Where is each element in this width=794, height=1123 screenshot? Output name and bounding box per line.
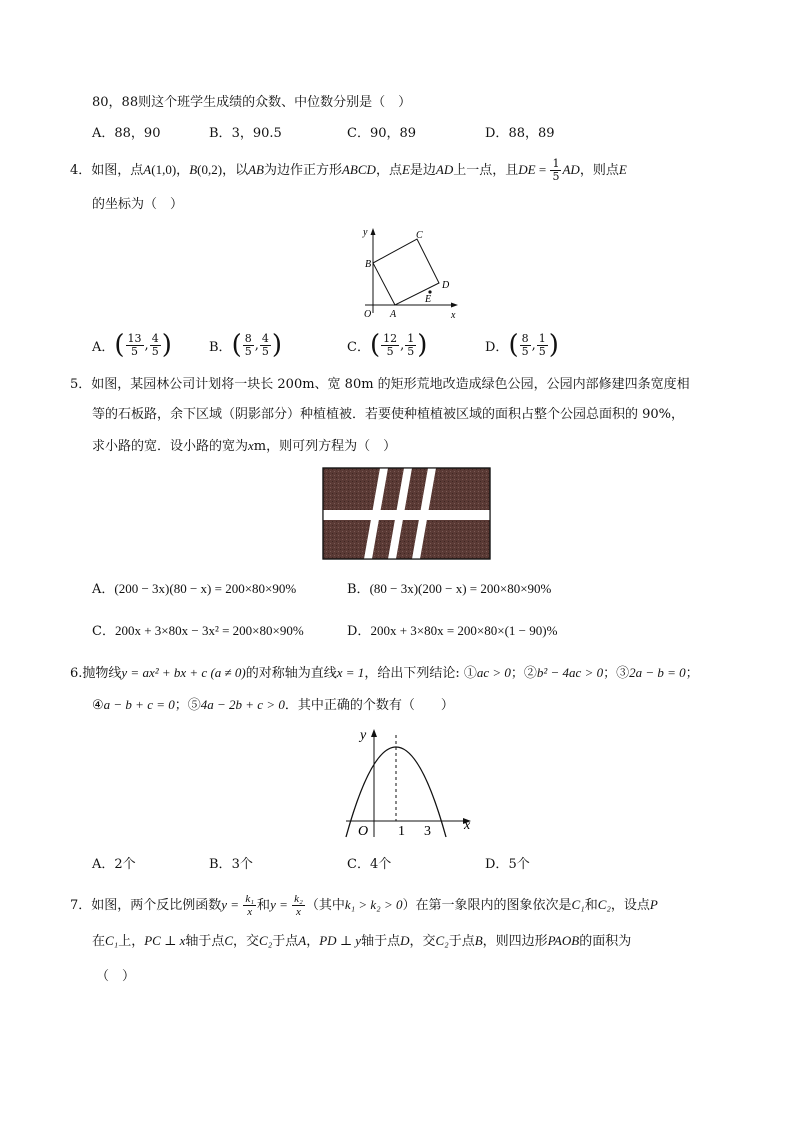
q4-option-c[interactable]: C． ( $\frac{12}{5}$ , $\frac{1}{5}$ )	[347, 330, 428, 360]
q3-option-b[interactable]: B．3，90.5	[209, 126, 282, 141]
q6-fig-tick-3: 3	[424, 824, 431, 839]
q6-option-d[interactable]: D．5个	[485, 857, 530, 872]
q5-stem-line1: 5．如图，某园林公司计划将一块长 200m、宽 80m 的矩形荒地改造成绿色公园，公园内部修建四条宽度相	[70, 377, 690, 392]
q4-fraction: $\frac{1}{5}$	[552, 157, 560, 183]
q4-fig-label-a: A	[390, 309, 397, 320]
q4-option-b[interactable]: B． ( $\frac{8}{5}$ , $\frac{4}{5}$ )	[209, 330, 283, 360]
q5-option-c[interactable]: C．200x + 3×80x − 3x² = 200×80×90%	[92, 623, 304, 639]
q5-option-d[interactable]: D．200x + 3×80x = 200×80×(1 − 90)%	[347, 623, 558, 639]
q3-continuation: 80，88则这个班学生成绩的众数、中位数分别是（ ）	[92, 95, 412, 110]
q6-option-b[interactable]: B．3个	[209, 857, 253, 872]
q6-option-a[interactable]: A．2个	[92, 857, 136, 872]
q7-stem-line3: （ ）	[96, 969, 136, 984]
q3-option-c[interactable]: C．90，89	[347, 126, 417, 141]
q4-fig-label-d: D	[442, 280, 450, 291]
q7-stem-line2: 在C₁上，PC ⊥ x轴于点C，交C₂于点A，PD ⊥ y轴于点D，交C₂于点B，则四边形PAOB的面积为	[92, 933, 632, 949]
q6-fig-label-o: O	[358, 824, 369, 839]
q5-stem-line3: 求小路的宽．设小路的宽为xm，则可列方程为（ ）	[92, 438, 397, 454]
q4-fig-label-o: O	[364, 309, 372, 320]
q6-stem-line2: ④a − b + c = 0；⑤4a − 2b + c > 0．其中正确的个数有（ ）	[92, 697, 454, 713]
q6-stem-line1: 6.抛物线y = ax² + bx + c (a ≠ 0)的对称轴为直线x = 1，给出下列结论: ①ac > 0；②b² − 4ac > 0；③2a − b = 0；	[70, 665, 699, 681]
q4-option-d[interactable]: D． ( $\frac{8}{5}$ , $\frac{1}{5}$ )	[485, 330, 559, 360]
q5-option-a[interactable]: A．(200 − 3x)(80 − x) = 200×80×90%	[92, 581, 297, 597]
q3-option-a[interactable]: A．88，90	[92, 126, 161, 141]
q6-fig-label-x: x	[464, 818, 471, 833]
q6-figure-parabola	[338, 725, 478, 840]
q6-fig-label-y: y	[360, 728, 367, 743]
q4-fig-label-b: B	[365, 259, 372, 270]
q6-option-c[interactable]: C．4个	[347, 857, 392, 872]
q3-option-d[interactable]: D．88，89	[485, 126, 555, 141]
q4-stem-line2: 的坐标为（ ）	[92, 197, 184, 212]
q4-fig-label-x: x	[451, 310, 456, 320]
q6-fig-tick-1: 1	[398, 824, 405, 839]
q7-stem-line1: 7．如图，两个反比例函数y = $\frac{\text{k₁}}{x}$ 和y = $\frac{\text{k₂}}{x}$ （其中k₁ > k₂ > 0）在第一象限内的图象依次是C₁和C₂，设点P	[70, 893, 658, 918]
q4-stem-line1: 4．如图，点A(1,0)，B(0,2)，以AB为边作正方形ABCD，点E是边AD上一点，且DE = $\frac{1}{5}$ AD，则点E	[70, 157, 627, 183]
q5-figure-park	[322, 467, 492, 561]
q4-fig-label-y: y	[363, 227, 368, 238]
q4-fig-label-c: C	[416, 230, 423, 241]
q5-option-b[interactable]: B．(80 − 3x)(200 − x) = 200×80×90%	[347, 581, 552, 597]
q4-option-a[interactable]: A． ( $\frac{13}{5}$ , $\frac{4}{5}$ )	[92, 330, 172, 360]
q4-fig-label-e: E	[425, 294, 432, 305]
q5-stem-line2: 等的石板路，余下区域（阴影部分）种植植被．若要使种植植被区域的面积占整个公园总面积的 90%，	[92, 407, 685, 422]
q4-figure-square	[355, 225, 465, 320]
